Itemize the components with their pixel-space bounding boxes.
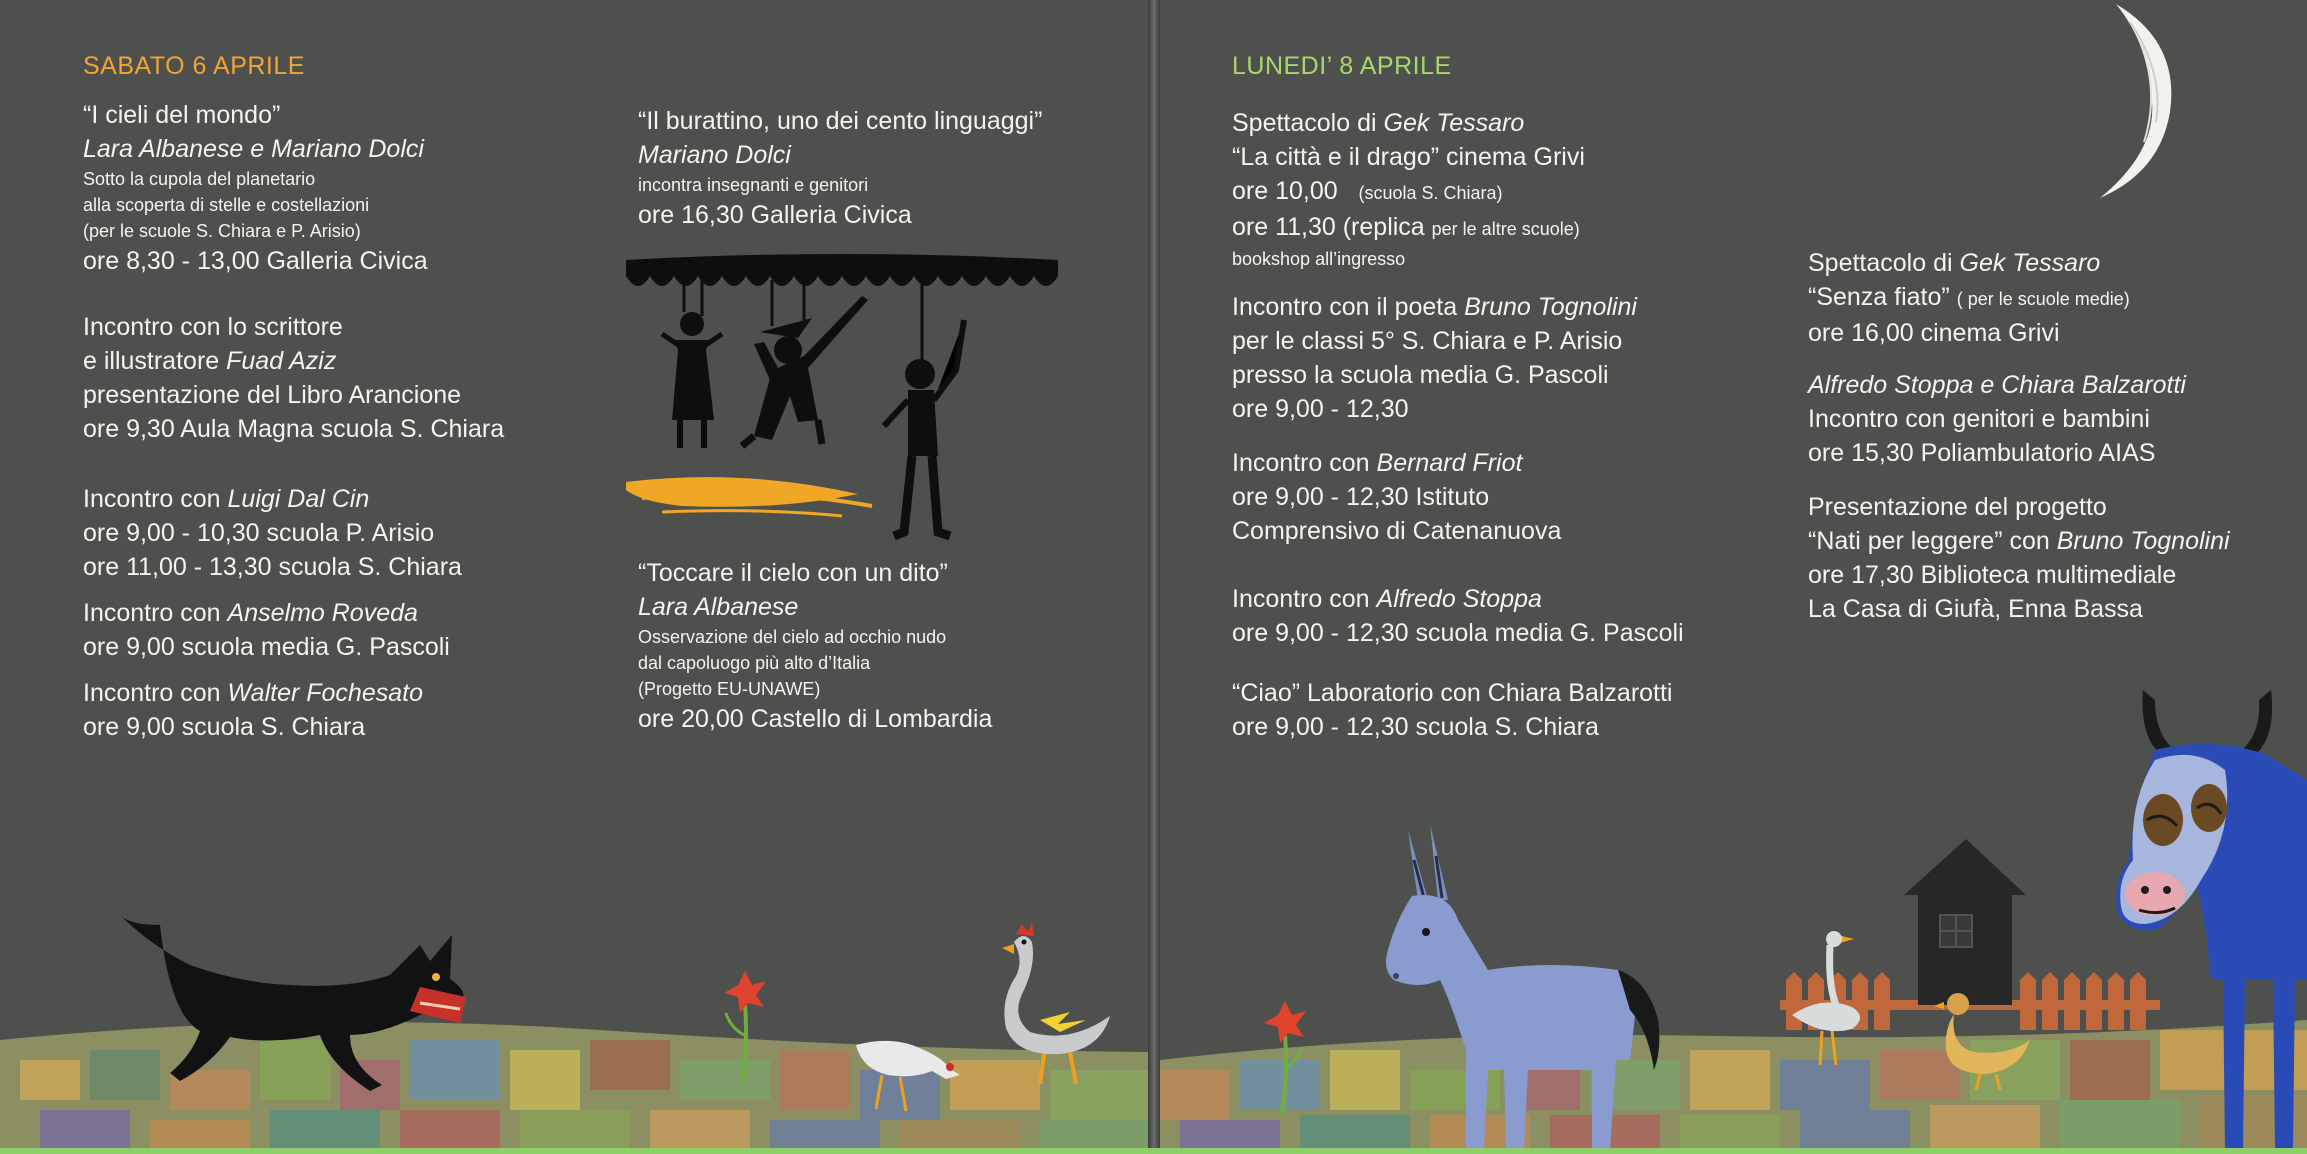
house-icon	[1900, 835, 2030, 1005]
event-line-prefix: Incontro con	[83, 485, 228, 513]
grey-goose-icon	[1000, 920, 1120, 1090]
event-time: ore 9,00 - 12,30 scuola S. Chiara	[1232, 713, 1599, 741]
event-time: ore 16,30 Galleria Civica	[638, 201, 912, 229]
event-note: per le altre scuole)	[1431, 219, 1580, 239]
right-page	[1160, 0, 2307, 1154]
event-time: ore 9,00 - 12,30 scuola media G. Pascoli	[1232, 619, 1684, 647]
event-line: La Casa di Giufà, Enna Bassa	[1808, 595, 2143, 623]
event-author: Alfredo Stoppa e Chiara Balzarotti	[1808, 371, 2186, 399]
day-title-saturday: SABATO 6 APRILE	[83, 52, 305, 80]
event-ciao-laboratorio	[1232, 676, 1673, 744]
event-title: “Senza fiato”	[1808, 283, 1950, 311]
event-citta-e-il-drago	[1232, 106, 1585, 272]
event-toccare-il-cielo	[638, 556, 992, 736]
event-author: Lara Albanese	[638, 593, 799, 621]
event-line-prefix: Incontro con il poeta	[1232, 293, 1465, 321]
crescent-moon-icon	[2060, 2, 2200, 202]
white-hen-icon	[852, 1035, 962, 1115]
event-line-prefix: Spettacolo di	[1232, 109, 1384, 137]
event-note: ( per le scuole medie)	[1956, 289, 2130, 309]
event-time: ore 8,30 - 13,00 Galleria Civica	[83, 247, 428, 275]
event-time: ore 9,00 scuola media G. Pascoli	[83, 633, 450, 661]
left-page	[0, 0, 1148, 1154]
event-line: per le classi 5° S. Chiara e P. Arisio	[1232, 327, 1623, 355]
duckling-icon	[1930, 990, 2040, 1090]
event-cieli-del-mondo	[83, 98, 428, 278]
event-desc-line: dal capoluogo più alto d’Italia	[638, 653, 871, 673]
event-author: Bernard Friot	[1376, 449, 1523, 477]
event-burattino	[638, 104, 1042, 232]
event-time: ore 9,30 Aula Magna scuola S. Chiara	[83, 415, 505, 443]
footer-strip	[0, 1148, 2307, 1154]
event-author: Anselmo Roveda	[227, 599, 418, 627]
red-flower-icon	[1260, 995, 1310, 1115]
event-line: presso la scuola media G. Pascoli	[1232, 361, 1609, 389]
event-time: ore 17,30 Biblioteca multimediale	[1808, 561, 2177, 589]
event-title: “Ciao” Laboratorio con Chiara Balzarotti	[1232, 679, 1673, 707]
event-alfredo-stoppa	[1232, 582, 1684, 650]
event-line-prefix: Incontro con	[83, 599, 228, 627]
event-time: ore 20,00 Castello di Lombardia	[638, 705, 993, 733]
event-desc-line: incontra insegnanti e genitori	[638, 175, 869, 195]
red-flower-icon	[720, 965, 770, 1085]
event-line: Presentazione del progetto	[1808, 493, 2107, 521]
event-walter-fochesato	[83, 676, 423, 744]
event-author: Gek Tessaro	[1383, 109, 1525, 137]
event-time: ore 11,00 - 13,30 scuola S. Chiara	[83, 553, 462, 581]
event-time: ore 9,00 - 12,30	[1232, 395, 1409, 423]
event-desc-line: Sotto la cupola del planetario	[83, 169, 316, 189]
heron-icon	[1782, 925, 1882, 1065]
event-extra: bookshop all’ingresso	[1232, 249, 1406, 269]
event-desc-line: Osservazione del cielo ad occhio nudo	[638, 627, 947, 647]
event-nati-per-leggere	[1808, 490, 2230, 626]
event-time: ore 15,30 Poliambulatorio AIAS	[1808, 439, 2156, 467]
event-time: ore 16,00 cinema Grivi	[1808, 319, 2060, 347]
event-authors: Lara Albanese e Mariano Dolci	[83, 135, 424, 163]
event-bruno-tognolini	[1232, 290, 1637, 426]
event-author: Gek Tessaro	[1959, 249, 2101, 277]
event-line-prefix: Incontro con	[1232, 449, 1377, 477]
event-title: “I cieli del mondo”	[83, 101, 281, 129]
event-anselmo-roveda	[83, 596, 450, 664]
event-author: Luigi Dal Cin	[227, 485, 370, 513]
event-line-prefix: “Nati per leggere” con	[1808, 527, 2057, 555]
event-author: Bruno Tognolini	[2056, 527, 2230, 555]
event-line: Incontro con lo scrittore	[83, 313, 343, 341]
event-time: ore 9,00 - 12,30 Istituto	[1232, 483, 1490, 511]
black-dog-icon	[120, 905, 520, 1095]
event-time: ore 10,00	[1232, 177, 1338, 205]
event-title: “Il burattino, uno dei cento linguaggi”	[638, 107, 1043, 135]
event-desc-line: (per le scuole S. Chiara e P. Arisio)	[83, 221, 361, 241]
event-senza-fiato	[1808, 246, 2130, 350]
event-author: Alfredo Stoppa	[1376, 585, 1542, 613]
event-fuad-aziz	[83, 310, 504, 446]
blue-ox-icon	[2115, 680, 2307, 1154]
event-author: Fuad Aziz	[226, 347, 337, 375]
event-bernard-friot	[1232, 446, 1561, 548]
event-time: ore 11,30 (replica	[1232, 213, 1425, 241]
event-line-prefix: Spettacolo di	[1808, 249, 1960, 277]
event-desc-line: (Progetto EU-UNAWE)	[638, 679, 821, 699]
blue-donkey-icon	[1378, 820, 1668, 1150]
book-spine	[1148, 0, 1160, 1154]
event-line-prefix: e illustratore	[83, 347, 227, 375]
event-line: Incontro con genitori e bambini	[1808, 405, 2150, 433]
event-luigi-dal-cin	[83, 482, 462, 584]
event-title: “Toccare il cielo con un dito”	[638, 559, 948, 587]
event-line-prefix: Incontro con	[1232, 585, 1377, 613]
event-line: presentazione del Libro Arancione	[83, 381, 462, 409]
event-time: ore 9,00 - 10,30 scuola P. Arisio	[83, 519, 435, 547]
event-desc-line: alla scoperta di stelle e costellazioni	[83, 195, 370, 215]
event-stoppa-balzarotti	[1808, 368, 2186, 470]
event-time: ore 9,00 scuola S. Chiara	[83, 713, 366, 741]
event-author: Bruno Tognolini	[1464, 293, 1637, 321]
event-author: Mariano Dolci	[638, 141, 791, 169]
day-title-monday: LUNEDI’ 8 APRILE	[1232, 52, 1452, 80]
event-author: Walter Fochesato	[227, 679, 423, 707]
event-note: (scuola S. Chiara)	[1358, 183, 1503, 203]
puppet-theater-icon	[622, 250, 1062, 550]
event-line: Comprensivo di Catenanuova	[1232, 517, 1562, 545]
event-title: “La città e il drago” cinema Grivi	[1232, 143, 1585, 171]
event-line-prefix: Incontro con	[83, 679, 228, 707]
